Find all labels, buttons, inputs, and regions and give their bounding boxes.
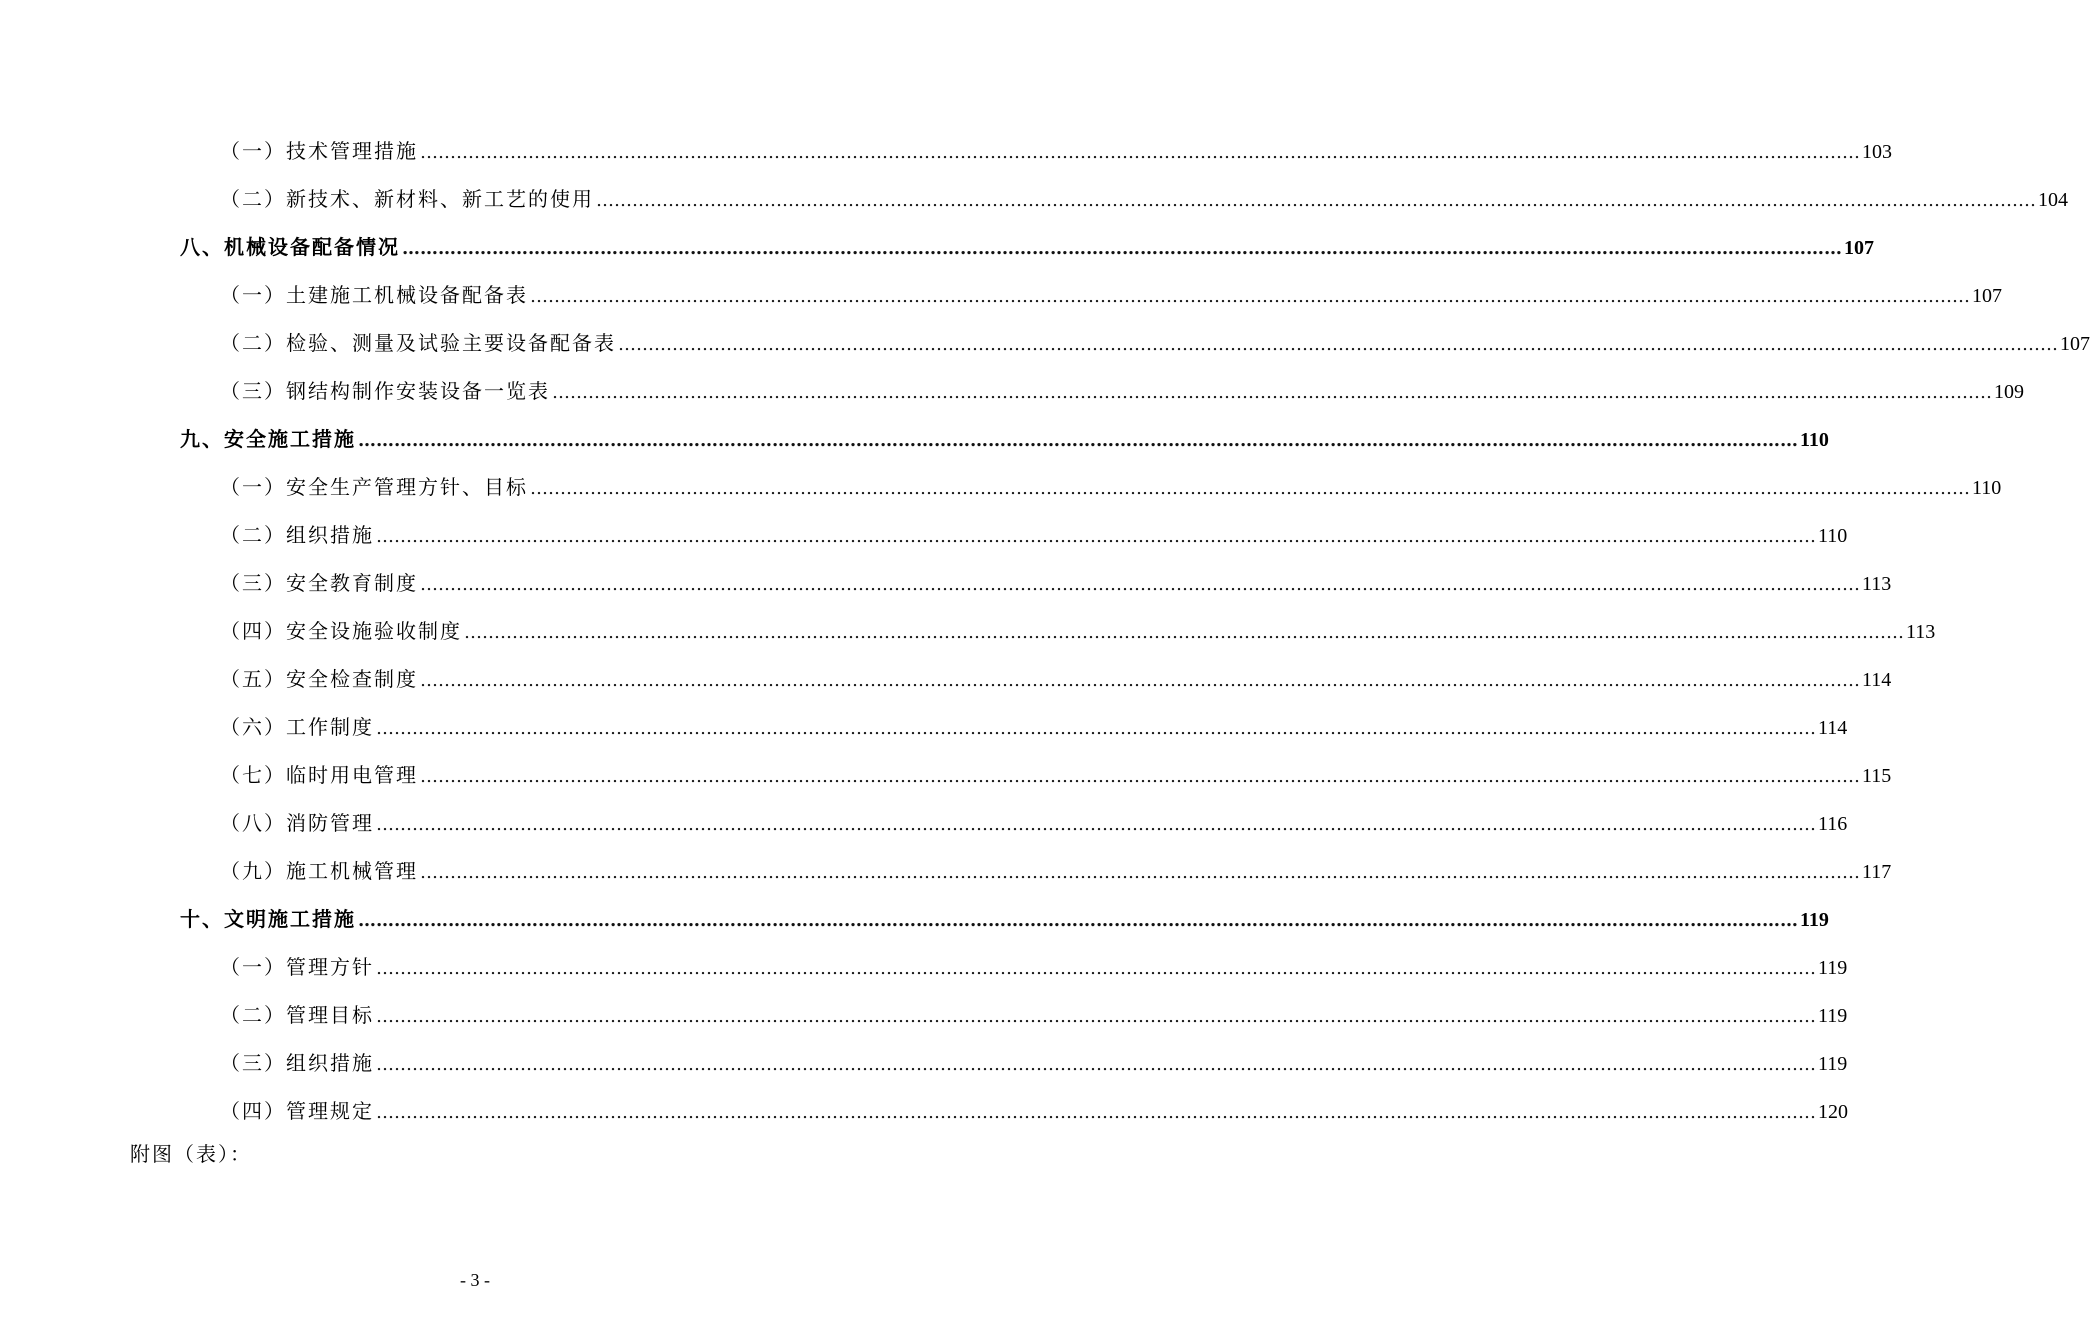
toc-entry-label: （二）管理目标	[220, 1003, 374, 1027]
toc-dot-leader: ……………………………………………………………………………………………………………………………………………………………………………………………………………………	[358, 910, 1798, 931]
toc-entry-line	[220, 847, 1892, 897]
toc-entry-line	[220, 175, 2068, 225]
toc-entry-line	[220, 271, 2002, 321]
toc-dot-leader: ……………………………………………………………………………………………………………………………………………………………………………………………………………………	[552, 382, 1992, 403]
toc-subsection-entry[interactable]	[0, 800, 1848, 848]
toc-entry-line	[220, 703, 1848, 753]
toc-entry-label: （四）安全设施验收制度	[220, 619, 462, 643]
toc-entry-label: （三）组织措施	[220, 1051, 374, 1075]
toc-subsection-entry[interactable]	[0, 752, 1892, 800]
toc-subsection-entry[interactable]	[0, 944, 1848, 992]
toc-entry-line	[220, 607, 1936, 657]
toc-page-number: 119	[1818, 1053, 1848, 1075]
toc-dot-leader: ……………………………………………………………………………………………………………………………………………………………………………………………………………………	[402, 238, 1842, 259]
toc-subsection-entry[interactable]	[0, 656, 1892, 704]
toc-section-entry[interactable]	[0, 224, 1874, 272]
toc-entry-line	[220, 127, 1892, 177]
toc-entry-line	[220, 511, 1848, 561]
toc-subsection-entry[interactable]	[0, 704, 1848, 752]
toc-entry-label: （一）土建施工机械设备配备表	[220, 283, 528, 307]
toc-entry-label: （四）管理规定	[220, 1099, 374, 1123]
toc-entry-line	[220, 1087, 1848, 1137]
toc-subsection-entry[interactable]	[0, 512, 1848, 560]
toc-section-entry[interactable]	[0, 896, 1829, 944]
toc-entry-line	[220, 319, 2090, 369]
toc-page-number: 113	[1862, 573, 1892, 595]
toc-entry-line	[180, 223, 1874, 273]
toc-page-number: 114	[1862, 669, 1892, 691]
toc-entry-label: （二）新技术、新材料、新工艺的使用	[220, 187, 594, 211]
toc-page-number: 104	[2038, 189, 2068, 211]
toc-subsection-entry[interactable]	[0, 848, 1892, 896]
toc-subsection-entry[interactable]	[0, 368, 2024, 416]
toc-dot-leader: ……………………………………………………………………………………………………………………………………………………………………………………………………………………	[376, 1102, 1816, 1123]
toc-dot-leader: ……………………………………………………………………………………………………………………………………………………………………………………………………………………	[358, 430, 1798, 451]
toc-subsection-entry[interactable]	[0, 608, 1936, 656]
toc-entry-line	[220, 655, 1892, 705]
toc-page-number: 107	[1844, 237, 1874, 259]
toc-entry-label: （一）技术管理措施	[220, 139, 418, 163]
toc-page-number: 103	[1862, 141, 1892, 163]
toc-subsection-entry[interactable]	[0, 128, 1892, 176]
toc-entry-line	[220, 943, 1848, 993]
page-number: - 3 -	[460, 1270, 490, 1290]
toc-entry-line	[220, 751, 1892, 801]
toc-dot-leader: ……………………………………………………………………………………………………………………………………………………………………………………………………………………	[376, 1054, 1816, 1075]
toc-page-number: 119	[1818, 957, 1848, 979]
toc-dot-leader: ……………………………………………………………………………………………………………………………………………………………………………………………………………………	[596, 190, 2036, 211]
toc-entry-label: （九）施工机械管理	[220, 859, 418, 883]
toc-page-number: 117	[1862, 861, 1892, 883]
toc-entry-label: （八）消防管理	[220, 811, 374, 835]
toc-page-number: 110	[1818, 525, 1848, 547]
toc-entry-label: （二）组织措施	[220, 523, 374, 547]
toc-entry-label: 九、安全施工措施	[180, 427, 356, 451]
toc-entry-label: （一）管理方针	[220, 955, 374, 979]
toc-entry-line	[220, 463, 2002, 513]
toc-dot-leader: ……………………………………………………………………………………………………………………………………………………………………………………………………………………	[420, 142, 1860, 163]
toc-entry-label: （一）安全生产管理方针、目标	[220, 475, 528, 499]
toc-dot-leader: ……………………………………………………………………………………………………………………………………………………………………………………………………………………	[376, 526, 1816, 547]
toc-entry-line	[220, 367, 2024, 417]
toc-page-number: 119	[1800, 909, 1829, 931]
toc-dot-leader: ……………………………………………………………………………………………………………………………………………………………………………………………………………………	[530, 286, 1970, 307]
toc-entry-label: 十、文明施工措施	[180, 907, 356, 931]
toc-entry-label: 八、机械设备配备情况	[180, 235, 400, 259]
toc-dot-leader: ……………………………………………………………………………………………………………………………………………………………………………………………………………………	[420, 574, 1860, 595]
toc-subsection-entry[interactable]	[0, 1088, 1848, 1136]
appendix-heading: 附图（表）：	[130, 1142, 252, 1166]
toc-subsection-entry[interactable]	[0, 320, 2090, 368]
toc-entry-label: （三）钢结构制作安装设备一览表	[220, 379, 550, 403]
toc-dot-leader: ……………………………………………………………………………………………………………………………………………………………………………………………………………………	[376, 1006, 1816, 1027]
toc-page-number: 120	[1818, 1101, 1848, 1123]
toc-dot-leader: ……………………………………………………………………………………………………………………………………………………………………………………………………………………	[464, 622, 1904, 643]
toc-entry-line	[220, 799, 1848, 849]
toc-page-number: 107	[1972, 285, 2002, 307]
toc-dot-leader: ……………………………………………………………………………………………………………………………………………………………………………………………………………………	[420, 766, 1860, 787]
toc-dot-leader: ……………………………………………………………………………………………………………………………………………………………………………………………………………………	[530, 478, 1970, 499]
toc-dot-leader: ……………………………………………………………………………………………………………………………………………………………………………………………………………………	[618, 334, 2058, 355]
toc-subsection-entry[interactable]	[0, 176, 2068, 224]
toc-page-number: 114	[1818, 717, 1848, 739]
toc-entry-line	[180, 895, 1829, 945]
toc-page-number: 116	[1818, 813, 1848, 835]
toc-page-number: 113	[1906, 621, 1936, 643]
toc-subsection-entry[interactable]	[0, 1040, 1848, 1088]
toc-entry-line	[220, 1039, 1848, 1089]
toc-page-number: 110	[1972, 477, 2002, 499]
toc-entry-line	[180, 415, 1829, 465]
toc-dot-leader: ……………………………………………………………………………………………………………………………………………………………………………………………………………………	[420, 862, 1860, 883]
toc-section-entry[interactable]	[0, 416, 1829, 464]
toc-entry-label: （二）检验、测量及试验主要设备配备表	[220, 331, 616, 355]
toc-page-number: 119	[1818, 1005, 1848, 1027]
toc-page-number: 109	[1994, 381, 2024, 403]
toc-entry-label: （三）安全教育制度	[220, 571, 418, 595]
toc-entry-line	[220, 559, 1892, 609]
toc-page-number: 107	[2060, 333, 2090, 355]
table-of-contents	[0, 128, 2090, 1136]
toc-dot-leader: ……………………………………………………………………………………………………………………………………………………………………………………………………………………	[376, 814, 1816, 835]
toc-entry-label: （六）工作制度	[220, 715, 374, 739]
toc-dot-leader: ……………………………………………………………………………………………………………………………………………………………………………………………………………………	[376, 958, 1816, 979]
toc-entry-line	[220, 991, 1848, 1041]
toc-page-number: 115	[1862, 765, 1892, 787]
toc-dot-leader: ……………………………………………………………………………………………………………………………………………………………………………………………………………………	[376, 718, 1816, 739]
toc-subsection-entry[interactable]	[0, 992, 1848, 1040]
toc-entry-label: （五）安全检查制度	[220, 667, 418, 691]
toc-entry-label: （七）临时用电管理	[220, 763, 418, 787]
toc-dot-leader: ……………………………………………………………………………………………………………………………………………………………………………………………………………………	[420, 670, 1860, 691]
toc-page-number: 110	[1800, 429, 1829, 451]
toc-subsection-entry[interactable]	[0, 272, 2002, 320]
toc-subsection-entry[interactable]	[0, 560, 1892, 608]
toc-subsection-entry[interactable]	[0, 464, 2002, 512]
